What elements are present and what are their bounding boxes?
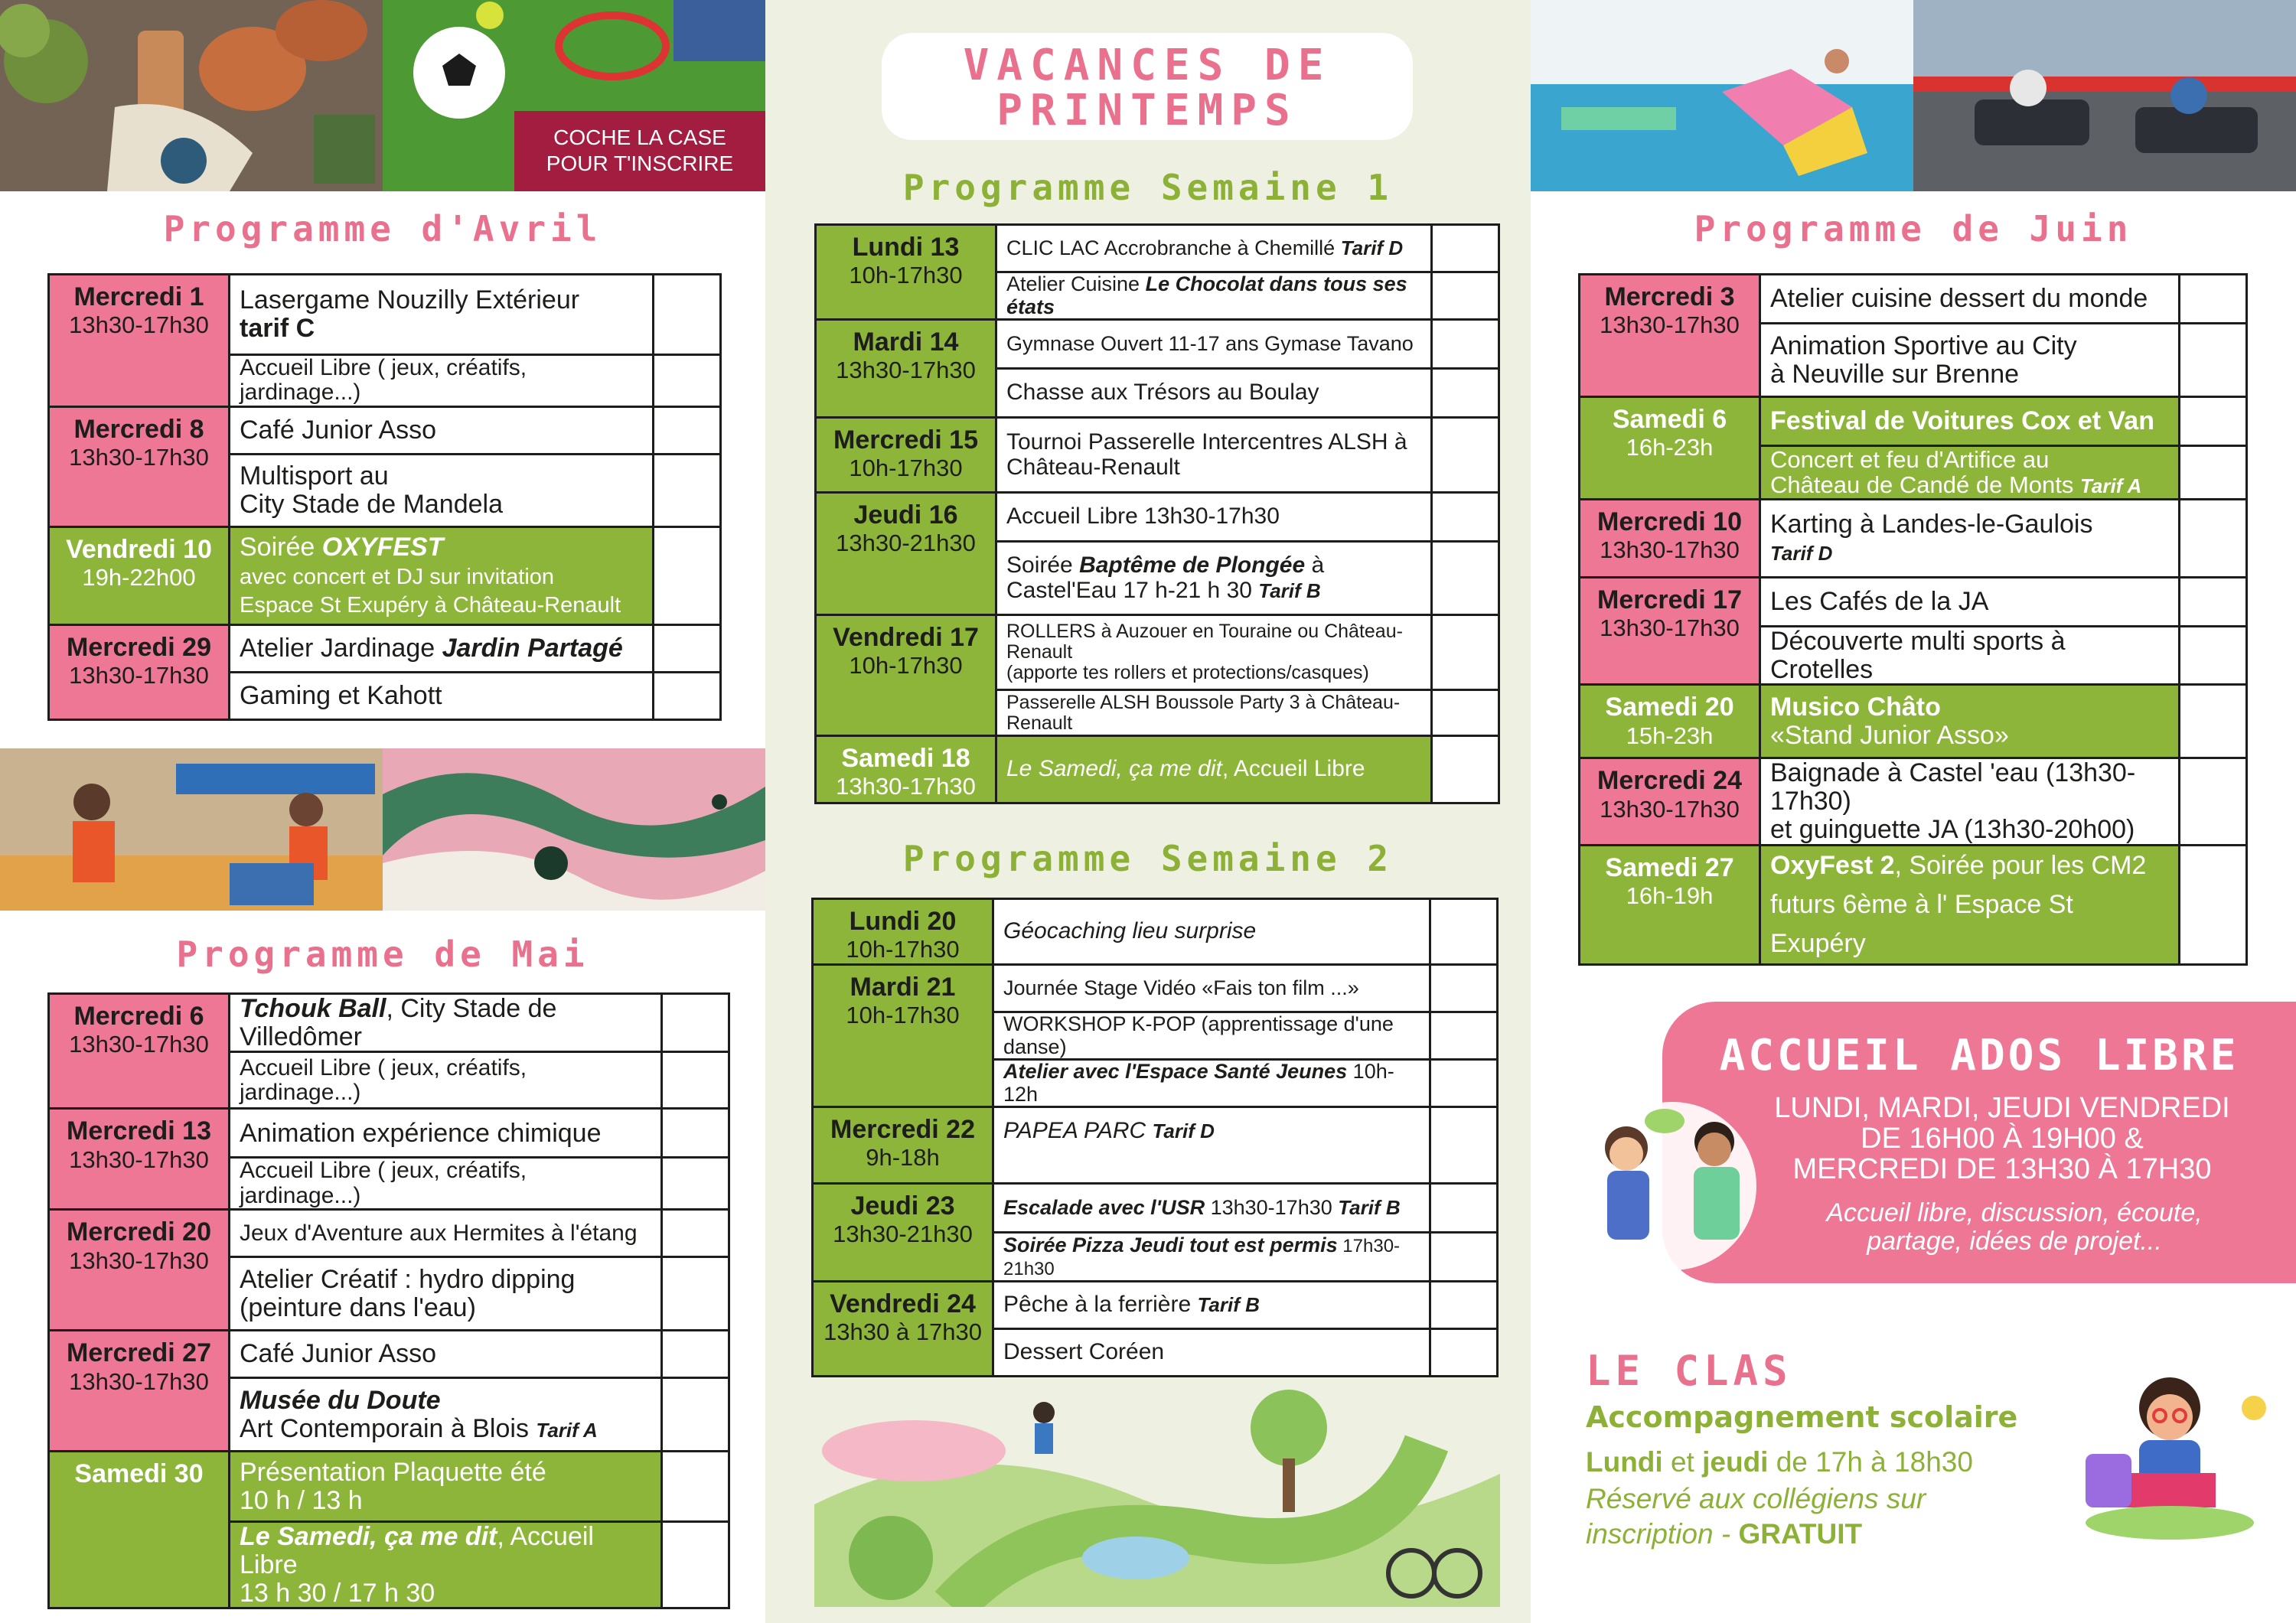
- signup-checkbox[interactable]: [662, 1257, 729, 1331]
- day-cell: Mercredi 22 9h-18h: [813, 1107, 993, 1184]
- signup-checkbox[interactable]: [2180, 324, 2247, 397]
- signup-checkbox[interactable]: [1432, 418, 1499, 493]
- signup-checkbox[interactable]: [2180, 446, 2247, 500]
- signup-checkbox[interactable]: [1430, 1184, 1498, 1233]
- avril-title: Programme d'Avril: [163, 208, 602, 249]
- signup-checkbox[interactable]: [654, 624, 721, 672]
- day-cell: Mercredi 10 13h30-17h30: [1580, 499, 1760, 577]
- day-cell: Mercredi 20 13h30-17h30: [49, 1210, 230, 1331]
- activity-cell: Accueil Libre ( jeux, créatifs, jardinage...): [230, 1052, 662, 1109]
- day-cell: Lundi 20 10h-17h30: [813, 899, 993, 965]
- karting-photo: [1913, 0, 2296, 191]
- semaine2-table: [811, 898, 1499, 1377]
- accueil-schedule: LUNDI, MARDI, JEUDI VENDREDI DE 16H00 À 19H00 & MERCREDI DE 13H30 À 17H30: [1774, 1092, 2230, 1185]
- signup-checkbox[interactable]: [654, 454, 721, 526]
- garden-photo: [0, 0, 383, 191]
- day-cell: Mardi 21 10h-17h30: [813, 965, 993, 1107]
- activity-cell: Tchouk Ball, City Stade de Villedômer: [230, 994, 662, 1052]
- day-cell: Mercredi 29 13h30-17h30: [49, 624, 230, 719]
- juin-table: [1578, 273, 2248, 966]
- activity-cell: Les Cafés de la JA: [1760, 577, 2180, 626]
- day-cell: Vendredi 10 19h-22h00: [49, 526, 230, 624]
- activity-cell: PAPEA PARC Tarif D: [993, 1107, 1430, 1184]
- semaine1-title: Programme Semaine 1: [902, 167, 1394, 208]
- signup-checkbox[interactable]: [2180, 397, 2247, 446]
- signup-checkbox[interactable]: [1432, 736, 1499, 803]
- activity-cell: Baignade à Castel 'eau (13h30-17h30) et guinguette JA (13h30-20h00): [1760, 758, 2180, 845]
- signup-checkbox[interactable]: [1430, 1282, 1498, 1329]
- signup-checkbox[interactable]: [2180, 845, 2247, 964]
- accueil-description: Accueil libre, discussion, écoute, partage, idées de projet...: [1826, 1198, 2203, 1256]
- activity-cell: Le Samedi, ça me dit, Accueil Libre 13 h 30 / 17 h 30: [230, 1522, 662, 1608]
- signup-checkbox[interactable]: [1430, 965, 1498, 1012]
- signup-checkbox[interactable]: [1432, 272, 1499, 320]
- activity-cell: Soirée Baptême de Plongée à Castel'Eau 17 h-21 h 30 Tarif B: [996, 542, 1432, 615]
- vacances-banner: [882, 33, 1413, 140]
- activity-cell: Accueil Libre 13h30-17h30: [996, 493, 1432, 542]
- day-cell: Mercredi 27 13h30-17h30: [49, 1331, 230, 1452]
- activity-cell: Soirée OXYFEST avec concert et DJ sur invitation Espace St Exupéry à Château-Renault: [230, 526, 654, 624]
- signup-checkbox[interactable]: [662, 1158, 729, 1210]
- activity-cell: Découverte multi sports à Crotelles: [1760, 626, 2180, 684]
- reading-kid-illustration: [2055, 1370, 2285, 1553]
- activity-cell: Accueil Libre ( jeux, créatifs, jardinage...): [230, 1158, 662, 1210]
- activity-cell: Géocaching lieu surprise: [993, 899, 1430, 965]
- signup-checkbox[interactable]: [654, 526, 721, 624]
- activity-cell: Pêche à la ferrière Tarif B: [993, 1282, 1430, 1329]
- vacances-title: VACANCES DE PRINTEMPS: [963, 41, 1332, 135]
- day-cell: Mercredi 6 13h30-17h30: [49, 994, 230, 1109]
- clas-subtitle: Accompagnement scolaire: [1586, 1400, 2018, 1434]
- activity-cell: Le Samedi, ça me dit, Accueil Libre: [996, 736, 1432, 803]
- signup-checkbox[interactable]: [1430, 899, 1498, 965]
- activity-cell: ROLLERS à Auzouer en Touraine ou Château-Renault (apporte tes rollers et protections/casques): [996, 615, 1432, 690]
- day-cell: Jeudi 16 13h30-21h30: [816, 493, 996, 615]
- day-cell: Samedi 6 16h-23h: [1580, 397, 1760, 500]
- signup-checkbox[interactable]: [662, 1522, 729, 1608]
- signup-checkbox[interactable]: [1430, 1107, 1498, 1184]
- day-cell: Samedi 27 16h-19h: [1580, 845, 1760, 964]
- activity-cell: Journée Stage Vidéo «Fais ton film ...»: [993, 965, 1430, 1012]
- signup-checkbox[interactable]: [662, 1378, 729, 1452]
- activity-cell: Tournoi Passerelle Intercentres ALSH à Château-Renault: [996, 418, 1432, 493]
- day-cell: Samedi 30: [49, 1452, 230, 1608]
- clas-days: Lundi et jeudi de 17h à 18h30: [1586, 1446, 1973, 1478]
- signup-checkbox[interactable]: [654, 672, 721, 719]
- activity-cell: Karting à Landes-le-Gaulois Tarif D: [1760, 499, 2180, 577]
- pool-photo: [1531, 0, 1913, 191]
- signup-checkbox[interactable]: [1432, 320, 1499, 369]
- activity-cell: Gymnase Ouvert 11-17 ans Gymase Tavano: [996, 320, 1432, 369]
- signup-checkbox[interactable]: [1430, 1233, 1498, 1282]
- signup-checkbox[interactable]: [654, 275, 721, 355]
- park-illustration: [814, 1382, 1500, 1607]
- activity-cell: Dessert Coréen: [993, 1329, 1430, 1377]
- day-cell: Mercredi 24 13h30-17h30: [1580, 758, 1760, 845]
- day-cell: Mercredi 15 10h-17h30: [816, 418, 996, 493]
- activity-cell: Gaming et Kahott: [230, 672, 654, 719]
- day-cell: Vendredi 17 10h-17h30: [816, 615, 996, 736]
- day-cell: Vendredi 24 13h30 à 17h30: [813, 1282, 993, 1377]
- clas-note: Réservé aux collégiens sur inscription - GRATUIT: [1586, 1483, 1926, 1550]
- activity-cell: Passerelle ALSH Boussole Party 3 à Château-Renault: [996, 690, 1432, 736]
- signup-checkbox[interactable]: [2180, 577, 2247, 626]
- signup-checkbox[interactable]: [2180, 758, 2247, 845]
- day-cell: Mercredi 17 13h30-17h30: [1580, 577, 1760, 684]
- tchoukball-photo: [0, 748, 383, 911]
- mai-title: Programme de Mai: [176, 934, 589, 975]
- semaine2-title: Programme Semaine 2: [902, 838, 1394, 879]
- signup-checkbox[interactable]: [1430, 1329, 1498, 1377]
- middle-panel: [765, 0, 1531, 1623]
- signup-checkbox[interactable]: [2180, 275, 2247, 324]
- semaine1-table: [814, 223, 1500, 804]
- right-panel: [1531, 0, 2296, 1623]
- activity-cell: Atelier Créatif : hydro dipping (peinture dans l'eau): [230, 1257, 662, 1331]
- day-cell: Mercredi 3 13h30-17h30: [1580, 275, 1760, 397]
- signup-checkbox[interactable]: [1432, 225, 1499, 272]
- signup-checkbox[interactable]: [1432, 493, 1499, 542]
- activity-cell: Café Junior Asso: [230, 406, 654, 454]
- activity-cell: OxyFest 2, Soirée pour les CM2 futurs 6ème à l' Espace St Exupéry: [1760, 845, 2180, 964]
- signup-checkbox[interactable]: [1432, 615, 1499, 690]
- activity-cell: Présentation Plaquette été 10 h / 13 h: [230, 1452, 662, 1522]
- activity-cell: Concert et feu d'Artifice au Château de Candé de Monts Tarif A: [1760, 446, 2180, 500]
- activity-cell: Animation Sportive au City à Neuville sur Brenne: [1760, 324, 2180, 397]
- activity-cell: Atelier cuisine dessert du monde: [1760, 275, 2180, 324]
- signup-checkbox[interactable]: [662, 1109, 729, 1158]
- juin-title: Programme de Juin: [1694, 208, 2133, 249]
- day-cell: Lundi 13 10h-17h30: [816, 225, 996, 320]
- signup-checkbox[interactable]: [2180, 626, 2247, 684]
- avril-table: [47, 273, 722, 721]
- activity-cell: Jeux d'Aventure aux Hermites à l'étang: [230, 1210, 662, 1257]
- inscription-caption: COCHE LA CASE POUR T'INSCRIRE: [514, 111, 765, 191]
- activity-cell: CLIC LAC Accrobranche à Chemillé Tarif D: [996, 225, 1432, 272]
- signup-checkbox[interactable]: [2180, 499, 2247, 577]
- activity-cell: Soirée Pizza Jeudi tout est permis 17h30-21h30: [993, 1233, 1430, 1282]
- activity-cell: Festival de Voitures Cox et Van: [1760, 397, 2180, 446]
- signup-checkbox[interactable]: [2180, 685, 2247, 758]
- signup-checkbox[interactable]: [662, 1331, 729, 1378]
- activity-cell: Escalade avec l'USR 13h30-17h30 Tarif B: [993, 1184, 1430, 1233]
- signup-checkbox[interactable]: [1432, 369, 1499, 418]
- signup-checkbox[interactable]: [1430, 1060, 1498, 1107]
- activity-cell: WORKSHOP K-POP (apprentissage d'une danse): [993, 1012, 1430, 1060]
- activity-cell: Café Junior Asso: [230, 1331, 662, 1378]
- teens-illustration: [1573, 1094, 1779, 1270]
- day-cell: Mercredi 13 13h30-17h30: [49, 1109, 230, 1210]
- signup-checkbox[interactable]: [662, 1052, 729, 1109]
- mai-table: [47, 992, 730, 1609]
- day-cell: Mardi 14 13h30-17h30: [816, 320, 996, 418]
- signup-checkbox[interactable]: [1432, 690, 1499, 736]
- activity-cell: Musée du Doute Art Contemporain à Blois Tarif A: [230, 1378, 662, 1452]
- signup-checkbox[interactable]: [662, 1452, 729, 1522]
- activity-cell: Atelier Jardinage Jardin Partagé: [230, 624, 654, 672]
- signup-checkbox[interactable]: [654, 406, 721, 454]
- activity-cell: Atelier avec l'Espace Santé Jeunes 10h-12h: [993, 1060, 1430, 1107]
- activity-cell: Animation expérience chimique: [230, 1109, 662, 1158]
- activity-cell: Chasse aux Trésors au Boulay: [996, 369, 1432, 418]
- signup-checkbox[interactable]: [662, 994, 729, 1052]
- activity-cell: Multisport au City Stade de Mandela: [230, 454, 654, 526]
- signup-checkbox[interactable]: [1432, 542, 1499, 615]
- accueil-title: ACCUEIL ADOS LIBRE: [1719, 1031, 2239, 1080]
- signup-checkbox[interactable]: [654, 355, 721, 407]
- clas-title: LE CLAS: [1586, 1347, 1792, 1395]
- activity-cell: Musico Châto «Stand Junior Asso»: [1760, 685, 2180, 758]
- activity-cell: Atelier Cuisine Le Chocolat dans tous ses états: [996, 272, 1432, 320]
- signup-checkbox[interactable]: [1430, 1012, 1498, 1060]
- day-cell: Samedi 20 15h-23h: [1580, 685, 1760, 758]
- left-panel: [0, 0, 765, 1623]
- day-cell: Mercredi 1 13h30-17h30: [49, 275, 230, 407]
- hydro-dipping-photo: [383, 748, 765, 911]
- day-cell: Samedi 18 13h30-17h30: [816, 736, 996, 803]
- day-cell: Jeudi 23 13h30-21h30: [813, 1184, 993, 1282]
- day-cell: Mercredi 8 13h30-17h30: [49, 406, 230, 526]
- activity-cell: Accueil Libre ( jeux, créatifs, jardinage...): [230, 355, 654, 407]
- activity-cell: Lasergame Nouzilly Extérieur tarif C: [230, 275, 654, 355]
- signup-checkbox[interactable]: [662, 1210, 729, 1257]
